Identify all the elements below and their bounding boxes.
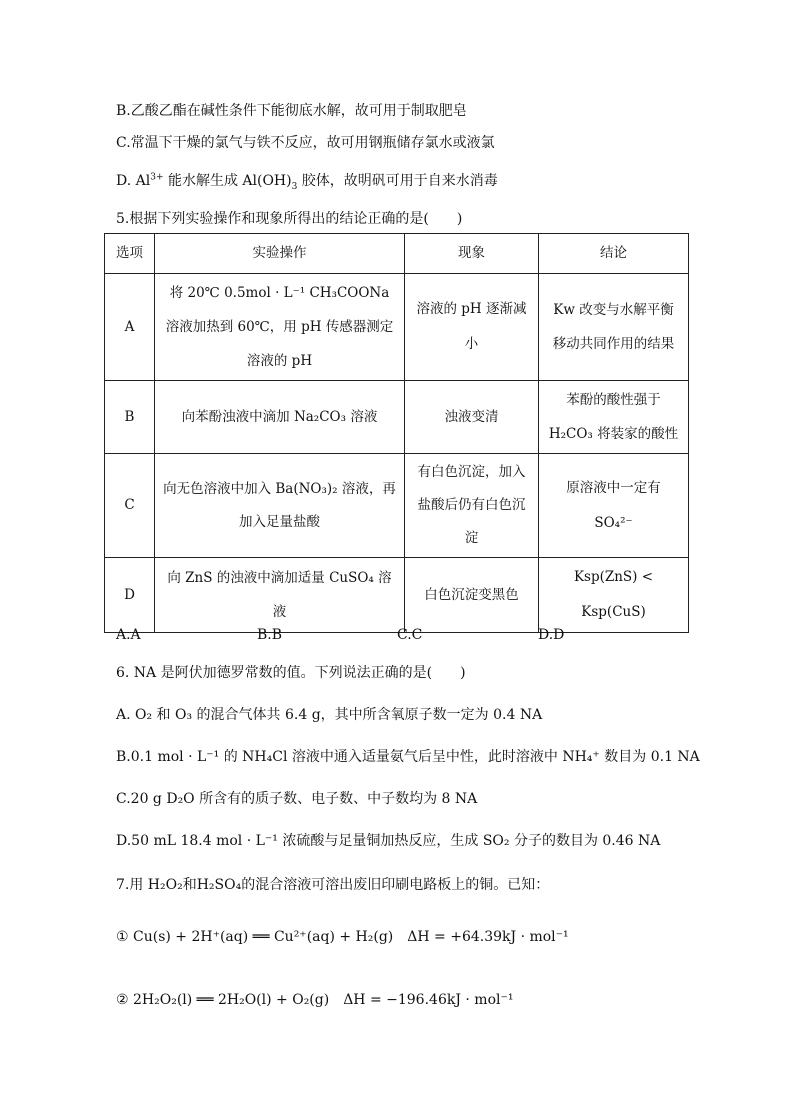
row-conclusion: 苯酚的酸性强于 H₂CO₃ 将装家的酸性 [539,381,689,454]
row-option: D [105,558,155,633]
row-conclusion: Kw 改变与水解平衡移动共同作用的结果 [539,274,689,381]
equation-1: ① Cu(s) + 2H⁺(aq) ══ Cu²⁺(aq) + H₂(g) ΔH = +64.39kJ · mol⁻¹ [116,929,569,945]
question-7-stem: 7.用 H₂O₂和H₂SO₄的混合溶液可溶出废旧印刷电路板上的铜。已知： [116,877,550,893]
row-option: A [105,274,155,381]
question-5-stem: 5.根据下列实验操作和现象所得出的结论正确的是( ) [116,211,463,227]
row-operation: 向苯酚浊液中滴加 Na₂CO₃ 溶液 [155,381,405,454]
q6-option-b: B.0.1 mol · L⁻¹ 的 NH₄Cl 溶液中通入适量氨气后呈中性，此时溶液中 NH₄⁺ 数目为 0.1 NA [116,749,700,765]
row-conclusion: 原溶液中一定有 SO₄²⁻ [539,454,689,558]
q5-option-b: B.B [257,627,283,643]
option-d-prefix: D. Al [116,173,151,189]
question-6-stem: 6. NA 是阿伏加德罗常数的值。下列说法正确的是( ) [116,665,466,681]
q6-option-c: C.20 g D₂O 所含有的质子数、电子数、中子数均为 8 NA [116,791,478,807]
row-phenomenon: 有白色沉淀，加入盐酸后仍有白色沉淀 [405,454,539,558]
option-d-text [116,171,498,191]
equation-2: ② 2H₂O₂(l) ══ 2H₂O(l) + O₂(g) ΔH = −196.46kJ · mol⁻¹ [116,992,514,1008]
option-d-subscript: 3 [291,181,298,192]
question-5-options [116,627,676,647]
row-operation: 向无色溶液中加入 Ba(NO₃)₂ 溶液，再加入足量盐酸 [155,454,405,558]
row-option: B [105,381,155,454]
q5-option-c: C.C [397,627,423,643]
row-option: C [105,454,155,558]
q5-option-a: A.A [116,627,141,643]
table-header-row [105,234,689,274]
table-row [105,558,689,633]
table-row [105,381,689,454]
experiment-table [104,233,689,633]
header-conclusion: 结论 [539,234,689,274]
q5-option-d: D.D [538,627,565,643]
row-phenomenon: 浊液变清 [405,381,539,454]
q6-option-a: A. O₂ 和 O₃ 的混合气体共 6.4 g，其中所含氧原子数一定为 0.4 NA [116,707,543,723]
header-option: 选项 [105,234,155,274]
q6-option-d: D.50 mL 18.4 mol · L⁻¹ 浓硫酸与足量铜加热反应，生成 SO₂ 分子的数目为 0.46 NA [116,833,661,849]
table-row [105,274,689,381]
option-d-suffix: 胶体，故明矾可用于自来水消毒 [297,173,498,189]
option-d-mid: 能水解生成 Al(OH) [163,173,292,189]
table-row [105,454,689,558]
option-d-charge: 3+ [150,172,164,183]
row-phenomenon: 白色沉淀变黑色 [405,558,539,633]
row-operation: 将 20℃ 0.5mol · L⁻¹ CH₃COONa 溶液加热到 60℃，用 pH 传感器测定溶液的 pH [155,274,405,381]
header-operation: 实验操作 [155,234,405,274]
header-phenomenon: 现象 [405,234,539,274]
option-c-text: C.常温下干燥的氯气与铁不反应，故可用钢瓶储存氯水或液氯 [116,135,495,151]
row-operation: 向 ZnS 的浊液中滴加适量 CuSO₄ 溶液 [155,558,405,633]
row-conclusion: Ksp(ZnS) < Ksp(CuS) [539,558,689,633]
option-b-text: B.乙酸乙酯在碱性条件下能彻底水解，故可用于制取肥皂 [116,103,467,119]
row-phenomenon: 溶液的 pH 逐渐减小 [405,274,539,381]
